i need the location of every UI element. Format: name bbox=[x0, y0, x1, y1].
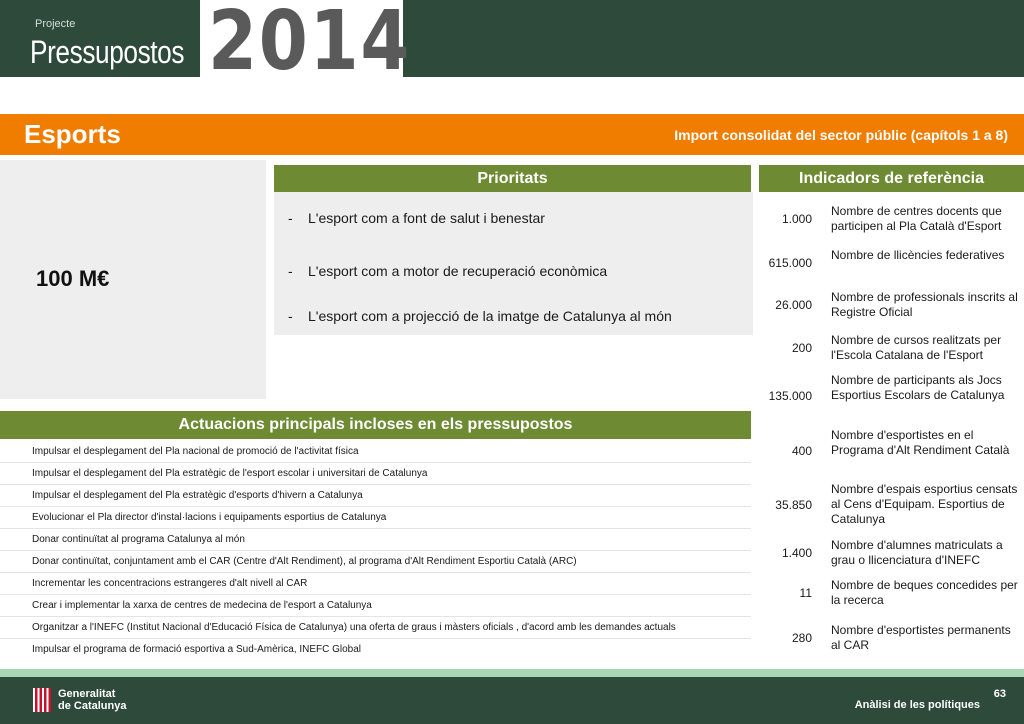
indicator-value: 135.000 bbox=[768, 389, 812, 403]
indicator-value: 26.000 bbox=[775, 298, 812, 312]
indicator-label: Nombre de centres docents que participen al Pla Català d'Esport bbox=[831, 204, 1002, 233]
action-item: Crear i implementar la xarxa de centres de medecina de l'esport a Catalunya bbox=[32, 600, 372, 611]
indicator-label: Nombre d'alumnes matriculats a grau o llicenciatura d'INEFC bbox=[831, 538, 1003, 567]
page-header bbox=[0, 0, 1024, 89]
indicator-label: Nombre d'esportistes permanents al CAR bbox=[831, 623, 1011, 652]
section-band bbox=[0, 114, 1024, 155]
priorities-heading: Prioritats bbox=[274, 165, 751, 192]
row-divider bbox=[0, 484, 751, 485]
indicator-value: 200 bbox=[791, 341, 812, 355]
indicator-label: Nombre de beques concedides per la recerca bbox=[831, 578, 1018, 607]
indicator-value: 615.000 bbox=[768, 256, 812, 270]
indicator-label: Nombre d'esportistes en el Programa d'Alt Rendiment Català bbox=[831, 428, 1010, 457]
row-divider bbox=[0, 572, 751, 573]
action-item: Incrementar les concentracions estrangeres d'alt nivell al CAR bbox=[32, 578, 308, 589]
action-item: Impulsar el desplegament del Pla estratègic d'esports d'hivern a Catalunya bbox=[32, 490, 363, 501]
priority-item: - L'esport com a projecció de la imatge de Catalunya al món bbox=[288, 308, 672, 324]
section-subtitle: Import consolidat del sector públic (capítols 1 a 8) bbox=[674, 127, 1008, 143]
generalitat-name: Generalitat de Catalunya bbox=[58, 688, 127, 712]
priorities-list bbox=[274, 192, 753, 335]
page-number: 63 bbox=[993, 688, 1006, 700]
indicator-value: 1.000 bbox=[781, 212, 812, 226]
indicator-label: Nombre d'espais esportius censats al Cens d'Equipam. Esportius de Catalunya bbox=[831, 482, 1018, 526]
indicator-label: Nombre de participants als Jocs Esportius Escolars de Catalunya bbox=[831, 373, 1005, 402]
header-projecte: Projecte bbox=[35, 18, 76, 30]
indicator-value: 280 bbox=[791, 631, 812, 645]
priority-item: - L'esport com a motor de recuperació econòmica bbox=[288, 263, 608, 279]
actions-heading: Actuacions principals incloses en els pressupostos bbox=[0, 411, 751, 439]
page-footer bbox=[0, 677, 1024, 724]
indicator-value: 400 bbox=[791, 444, 812, 458]
generalitat-logo-icon bbox=[33, 688, 51, 712]
action-item: Donar continuïtat al programa Catalunya al món bbox=[32, 534, 245, 545]
indicator-label: Nombre de llicències federatives bbox=[831, 248, 1005, 262]
row-divider bbox=[0, 616, 751, 617]
header-title: Pressupostos bbox=[30, 34, 185, 70]
year-box bbox=[200, 0, 412, 89]
row-divider bbox=[0, 462, 751, 463]
indicator-value: 1.400 bbox=[781, 546, 812, 560]
action-item: Impulsar el programa de formació esportiva a Sud-Amèrica, INEFC Global bbox=[32, 644, 362, 655]
indicator-label: Nombre de professionals inscrits al Registre Oficial bbox=[831, 290, 1018, 319]
footer-caption: Anàlisi de les polítiques bbox=[854, 699, 980, 711]
row-divider bbox=[0, 594, 751, 595]
footer-accent-line bbox=[0, 669, 1024, 677]
row-divider bbox=[0, 528, 751, 529]
budget-box bbox=[0, 160, 266, 399]
budget-amount: 100 M€ bbox=[36, 266, 110, 291]
action-item: Impulsar el desplegament del Pla estratègic de l'esport escolar i universitari de Catalunya bbox=[32, 468, 428, 479]
action-item: Organitzar a l'INEFC (Institut Nacional d'Educació Física de Catalunya) una oferta de graus i màsters oficials , d'acord amb les demandes actuals bbox=[32, 622, 676, 633]
indicator-value: 35.850 bbox=[775, 498, 812, 512]
priority-item: - L'esport com a font de salut i benestar bbox=[288, 210, 545, 226]
indicators-heading: Indicadors de referència bbox=[759, 165, 1024, 192]
action-item: Impulsar el desplegament del Pla nacional de promoció de l'activitat física bbox=[32, 446, 359, 457]
action-item: Donar continuïtat, conjuntament amb el CAR (Centre d'Alt Rendiment), al programa d'Alt Rendiment Esportiu Català (ARC) bbox=[32, 556, 577, 567]
indicator-label: Nombre de cursos realitzats per l'Escola Catalana de l'Esport bbox=[831, 333, 1002, 362]
header-title-block bbox=[0, 0, 200, 77]
row-divider bbox=[0, 638, 751, 639]
row-divider bbox=[0, 550, 751, 551]
section-title: Esports bbox=[24, 119, 121, 149]
action-item: Evolucionar el Pla director d'instal·lacions i equipaments esportius de Catalunya bbox=[32, 512, 387, 523]
indicator-value: 11 bbox=[799, 586, 812, 600]
header-year: 2014 bbox=[208, 0, 412, 89]
row-divider bbox=[0, 506, 751, 507]
